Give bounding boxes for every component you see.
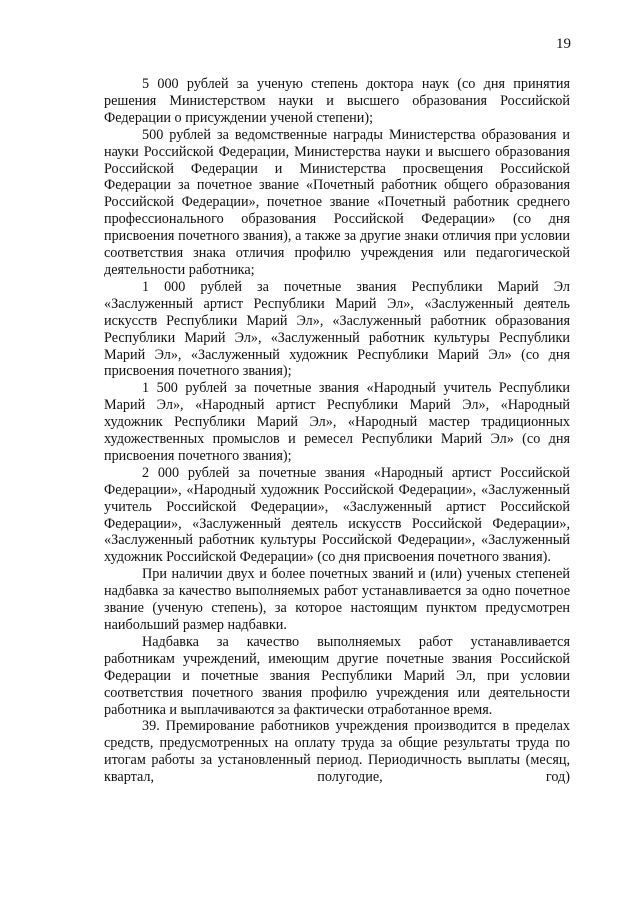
document-body bbox=[104, 76, 570, 786]
page-number: 19 bbox=[556, 36, 571, 52]
paragraph-other-titles-rule: Надбавка за качество выполняемых работ устанавливается работникам учреждений, имеющим другие почетные звания Российской Федерации и почетные звания Республики Марий Эл, при условии соответствия почетного звания профилю учреждения или деятельности работника и выплачиваются за фактически отработанное время. bbox=[104, 633, 570, 718]
paragraph-departmental-awards: 500 рублей за ведомственные награды Министерства образования и науки Российской Федерации, Министерства науки и высшего образования Российской Федерации и Министерства просвещения Российской Федерации за почетное звание «Почетный работник общего образования Российской Федерации», почетное звание «Почетный работник среднего профессионального образования Российской Федерации» (со дня присвоения почетного звания), а также за другие знаки отличия при условии соответствия знака отличия профилю учреждения или педагогической деятельности работника; bbox=[104, 126, 570, 278]
paragraph-russian-federation-titles: 2 000 рублей за почетные звания «Народный артист Российской Федерации», «Народный художник Российской Федерации», «Заслуженный учитель Российской Федерации», «Заслуженный артист Российской Федерации», «Заслуженный деятель искусств Российской Федерации», «Заслуженный работник культуры Российской Федерации», «Заслуженный художник Российской Федерации» (со дня присвоения почетного звания). bbox=[104, 464, 570, 566]
paragraph-mari-el-honored-titles: 1 000 рублей за почетные звания Республики Марий Эл «Заслуженный артист Республики Марий Эл», «Заслуженный деятель искусств Республики Марий Эл», «Заслуженный работник образования Республики Марий Эл», «Заслуженный работник культуры Республики Марий Эл», «Заслуженный художник Республики Марий Эл» (со дня присвоения почетного звания); bbox=[104, 278, 570, 380]
paragraph-doctor-degree: 5 000 рублей за ученую степень доктора наук (со дня принятия решения Министерством науки и высшего образования Российской Федерации о присуждении ученой степени); bbox=[104, 76, 570, 126]
paragraph-item-39-bonus: 39. Премирование работников учреждения производится в пределах средств, предусмотренных на оплату труда за общие результаты труда по итогам работы за установленный период. Периодичность выплаты (месяц, квартал, полугодие, год) bbox=[104, 718, 570, 786]
paragraph-mari-el-peoples-titles: 1 500 рублей за почетные звания «Народный учитель Республики Марий Эл», «Народный артист Республики Марий Эл», «Народный художник Республики Марий Эл», «Народный мастер традиционных художественных промыслов и ремесел Республики Марий Эл» (со дня присвоения почетного звания); bbox=[104, 380, 570, 464]
paragraph-multiple-titles-rule: При наличии двух и более почетных званий и (или) ученых степеней надбавка за качество выполняемых работ устанавливается за одно почетное звание (ученую степень), за которое настоящим пунктом предусмотрен наибольший размер надбавки. bbox=[104, 566, 570, 633]
